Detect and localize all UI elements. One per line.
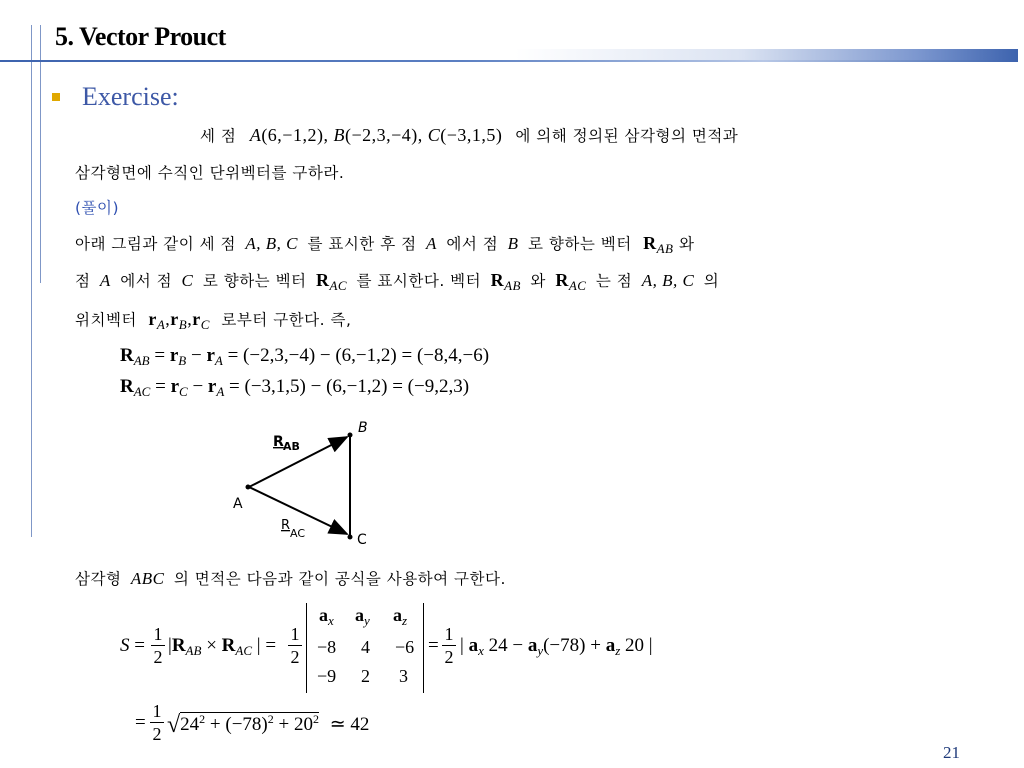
triangle-diagram [225,412,385,552]
det-r3c1: −9 [317,666,337,686]
slide-title: 5. Vector Prouct [55,22,226,51]
det-r2c2: 4 [361,637,370,657]
det-r3c2: 2 [361,666,370,686]
problem-points: A(6,−1,2), B(−2,3,−4), C(−3,1,5) [249,125,508,145]
explanation-line-1: 아래 그림과 같이 세 점 A, B, C 를 표시한 후 점 A 에서 점 B 로 향하는 벡터 $R_{AB}$ 와 [75,233,695,256]
problem-suffix: 에 의해 정의된 삼각형의 면적과 [515,127,739,145]
solution-label: (풀이) [75,199,120,217]
label-c: C [357,532,367,548]
problem-line-1 [200,124,738,146]
cross-product: $|R_{AB} \times R_{AC}$ | = [168,635,277,658]
left-rule-inner [40,25,41,283]
equation-rab: $R_{AB} = r_B - r_A = (-2,3,-4) - (6,-1,2) = (-8,4,-6)$ [120,345,490,368]
point-a-dot [246,485,251,490]
determinant [306,603,424,693]
label-rab: R [273,434,284,450]
label-a: A [233,496,243,512]
bullet-exercise [52,82,179,112]
area-sentence: 삼각형 ABC 의 면적은 다음과 같이 공식을 사용하여 구한다. [75,569,506,588]
left-rule-outer [31,25,32,537]
exercise-label: Exercise: [82,82,179,111]
label-b: B [358,420,368,436]
det-r3c3: 3 [399,666,408,686]
final-equals: = [135,712,146,733]
equation-rac: $R_{AC} = r_C - r_A = (-3,1,5) - (6,-1,2) = (-9,2,3)$ [120,376,470,399]
square-bullet-icon [52,93,60,101]
equals-sign: = [428,635,439,656]
problem-prefix: 세 점 [200,127,237,145]
expanded-result: | $a_x$ $24 - a_y(-78) + a_z$ 20 | [460,635,653,658]
frac-1: 1 2 [151,624,165,668]
page-number: 21 [943,743,960,762]
label-rac: R [281,518,291,533]
det-ax: $a_x$ [319,605,334,628]
title-underline [0,60,1018,62]
triangle-svg [225,412,385,552]
frac-3: 1 2 [442,624,456,668]
label-rab-sub: AB [283,440,300,453]
area-formula: S = [120,635,145,656]
label-rac-sub: AC [290,527,306,540]
frac-4: 1 2 [150,701,164,745]
det-r2c3: −6 [395,637,415,657]
explanation-line-3: 위치벡터 $r_A,r_B,r_C$ 로부터 구한다. 즉, [75,309,352,332]
frac-2: 1 2 [288,624,302,668]
point-c-dot [348,535,353,540]
det-az: $a_z$ [393,605,408,628]
det-ay: $a_y$ [355,605,370,628]
final-result: $√24^2 + (-78)^2 + 20^2$ ≃ 42 [167,712,370,738]
explanation-line-2: 점 A 에서 점 C 로 향하는 벡터 $R_{AC}$ 를 표시한다. 벡터 $R_{AB}$ 와 $R_{AC}$ 는 점 A, B, C 의 [75,270,720,293]
det-r2c1: −8 [317,637,337,657]
point-b-dot [348,433,353,438]
problem-line-2: 삼각형면에 수직인 단위벡터를 구하라. [75,164,345,182]
